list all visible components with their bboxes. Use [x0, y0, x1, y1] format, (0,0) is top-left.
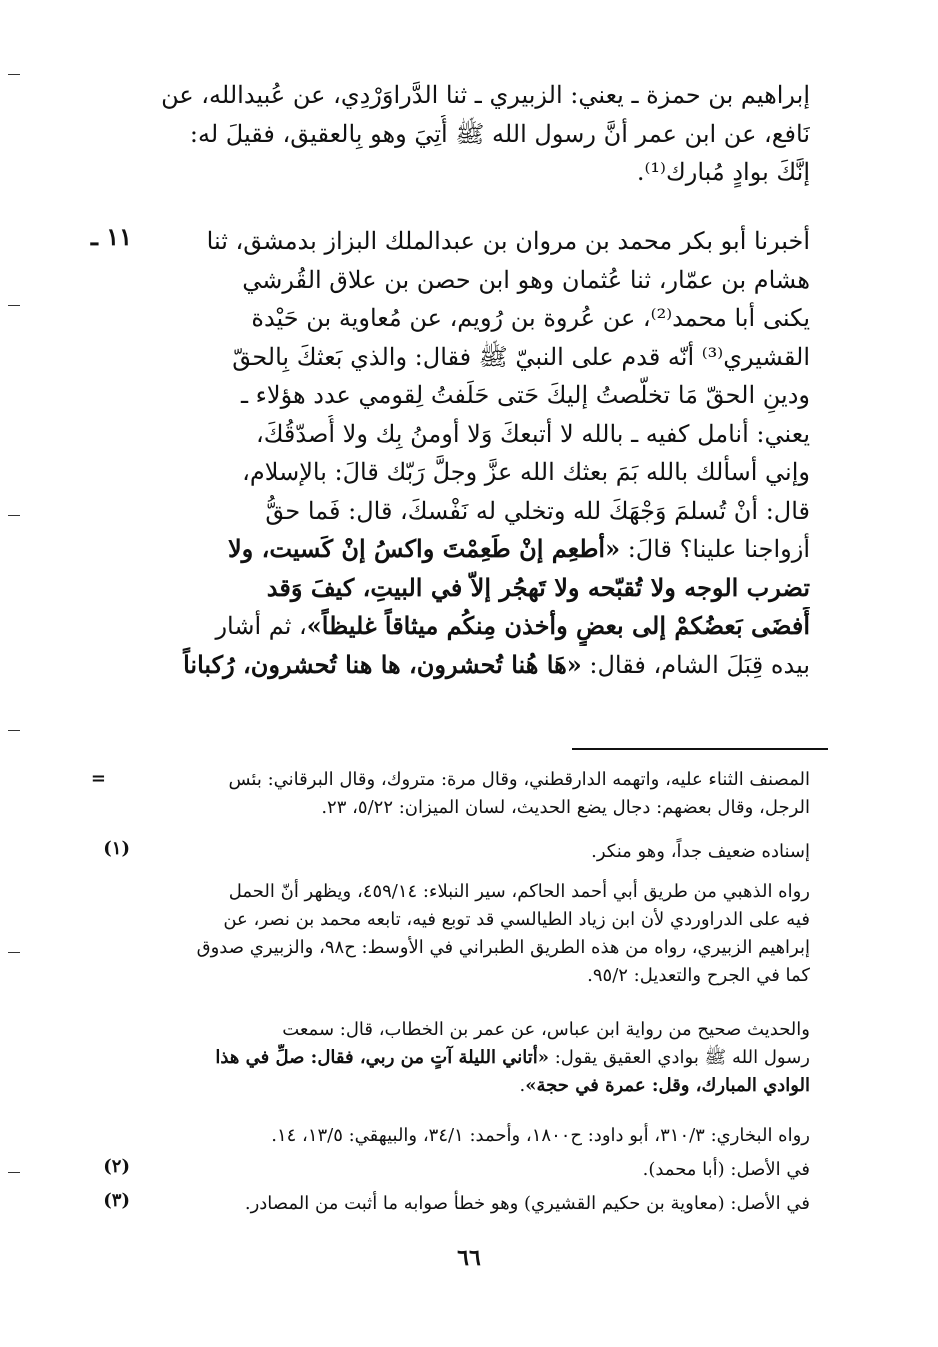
plain-text: أزواجنا علينا؟ قالَ:: [620, 535, 810, 563]
footnote-line: رواه البخاري: ٣١٠/٣، أبو داود: ح١٨٠٠، وأحمد: ٣٤/١، والبيهقي: ١٣/٥، ١٤.: [271, 1125, 810, 1146]
quoted-text: «أطعِم إنْ طَعِمْتَ واكسُ إنْ كَسيت، ولا: [227, 534, 621, 563]
footnote-2-mark: (٢): [103, 1156, 130, 1177]
text-line: وإني أسألك بالله بَمَ بعثك الله عزَّ وجلَّ رَبّك قالَ: بالإسلام،: [242, 458, 810, 486]
plain-text: ، ثم أشار: [215, 612, 307, 640]
footnote-line: إسناده ضعيف جداً، وهو منكر.: [591, 841, 810, 862]
margin-tick: [8, 74, 20, 75]
footnote-line: رواه الذهبي من طريق أبي أحمد الحاكم، سير النبلاء: ٤٥٩/١٤، ويظهر أنّ الحمل: [228, 881, 810, 902]
footnote-line: المصنف الثناء عليه، واتهمه الدارقطني، وقال مرة: متروك، وقال البرقاني: بئس: [228, 769, 810, 790]
plain-text: .: [519, 1075, 526, 1096]
text-line: [110, 646, 810, 685]
footnote-line: الرجل، وقال بعضهم: دجال يضع الحديث، لسان الميزان: ٥/٢٢، ٢٣.: [321, 797, 810, 818]
text-line: يعني: أنامل كفيه ـ بالله لا أتبعكَ وَلا أومنُ بِك ولا أُصدّقُكَ،: [255, 419, 810, 448]
footnote-1-mark: (١): [103, 838, 130, 859]
footnote-line: والحديث صحيح من رواية ابن عباس، عن عمر بن الخطاب، قال: سمعت: [282, 1019, 810, 1040]
text-line: القشيري⁽³⁾ أنّه قدم على النبيّ ﷺ فقال: والذي بَعثكَ بِالحقّ: [232, 342, 810, 371]
quoted-text: أَفضَى بَعضُكمْ إلى بعضٍ وأخذن مِنكُم ميثاقاً غليظاً»: [306, 611, 810, 640]
footnote-line: [110, 1044, 810, 1072]
plain-text: رسول الله ﷺ بوادي العقيق يقول:: [548, 1047, 810, 1068]
footnote-1-verdict: [138, 838, 810, 866]
footnote-1-sources: [110, 878, 810, 990]
text-line: هشام بن عمّار، ثنا عُثمان وهو ابن حصن بن علاق القُرشي: [242, 265, 810, 294]
margin-tick: [8, 952, 20, 953]
footnote-line: كما في الجرح والتعديل: ٩٥/٢.: [587, 965, 810, 986]
footnote-line: فيه على الدراوردي لأن ابن زياد الطيالسي قد توبع فيه، تابعه محمد بن نصر، عن: [223, 909, 810, 930]
footnote-separator: [572, 748, 828, 750]
hadith-paragraph-11: [110, 222, 810, 684]
margin-tick: [8, 1172, 20, 1173]
quoted-text-line: تضرب الوجه ولا تُقبّحه ولا تَهجُر إلاّ في البيتِ، كيفَ وَقد: [266, 572, 810, 602]
text-line: نَافع، عن ابن عمر أنَّ رسول الله ﷺ أُتِيَ وهو بِالعقيق، فقيلَ له:: [189, 119, 810, 148]
margin-tick: [8, 730, 20, 731]
text-line: ودينِ الحقّ مَا تخلّصتُ إليكَ حَتى حَلَفتُ لِقومي عدد هؤلاء ـ: [240, 381, 810, 409]
quoted-text: الوادي المبارك، وقل: عمرة في حجة»: [525, 1075, 810, 1096]
footnote-1-references: [110, 1122, 810, 1150]
footnote-line: إبراهيم الزبيري، رواه من هذه الطريق الطبراني في الأوسط: ح٩٨، والزبيري صدوق: [196, 937, 810, 958]
quoted-text: «أتاني الليلة آتٍ من ربي، فقال: صلِّ في هذا: [215, 1047, 549, 1068]
text-line: [110, 530, 810, 569]
margin-tick: [8, 305, 20, 306]
footnote-line: [110, 1072, 810, 1100]
text-line: يكنى أبا محمد⁽²⁾، عن عُروة بن رُويم، عن مُعاوية بن حَيْدة: [251, 304, 810, 332]
margin-tick: [8, 515, 20, 516]
text-line: إبراهيم بن حمزة ـ يعني: الزبيري ـ ثنا الدَّراوَرْدِي، عن عُبيدالله، عن: [161, 81, 810, 109]
page-number: ٦٦: [457, 1245, 481, 1271]
hadith-number: ١١ ـ: [90, 222, 132, 251]
footnote-line: في الأصل: (أبا محمد).: [642, 1159, 810, 1180]
footnote-1-hadith: [110, 1016, 810, 1100]
quoted-text: «هَا هُنا تُحشرون، ها هنا تُحشرون، رُكباناً: [183, 649, 582, 679]
hadith-paragraph-1: [110, 76, 810, 192]
plain-text: بيده قِبَلَ الشام، فقال:: [581, 650, 810, 679]
footnote-3: [138, 1190, 810, 1218]
continuation-mark: =: [90, 768, 106, 789]
footnote-3-mark: (٣): [103, 1190, 130, 1211]
footnote-continuation: [110, 766, 810, 822]
text-line: إنَّكَ بوادٍ مُبارك⁽¹⁾.: [636, 158, 810, 186]
text-line: أخبرنا أبو بكر محمد بن مروان بن عبدالملك البزاز بدمشق، ثنا: [206, 227, 810, 255]
footnote-2: [138, 1156, 810, 1184]
text-line: قال: أنْ تُسلمَ وَجْهَكَ لله وتخلي له نَفْسكَ، قال: فَما حقُّ: [265, 496, 810, 525]
footnote-line: في الأصل: (معاوية بن حكيم القشيري) وهو خطأ صوابه ما أثبت من المصادر.: [244, 1193, 810, 1214]
text-line: [110, 607, 810, 646]
